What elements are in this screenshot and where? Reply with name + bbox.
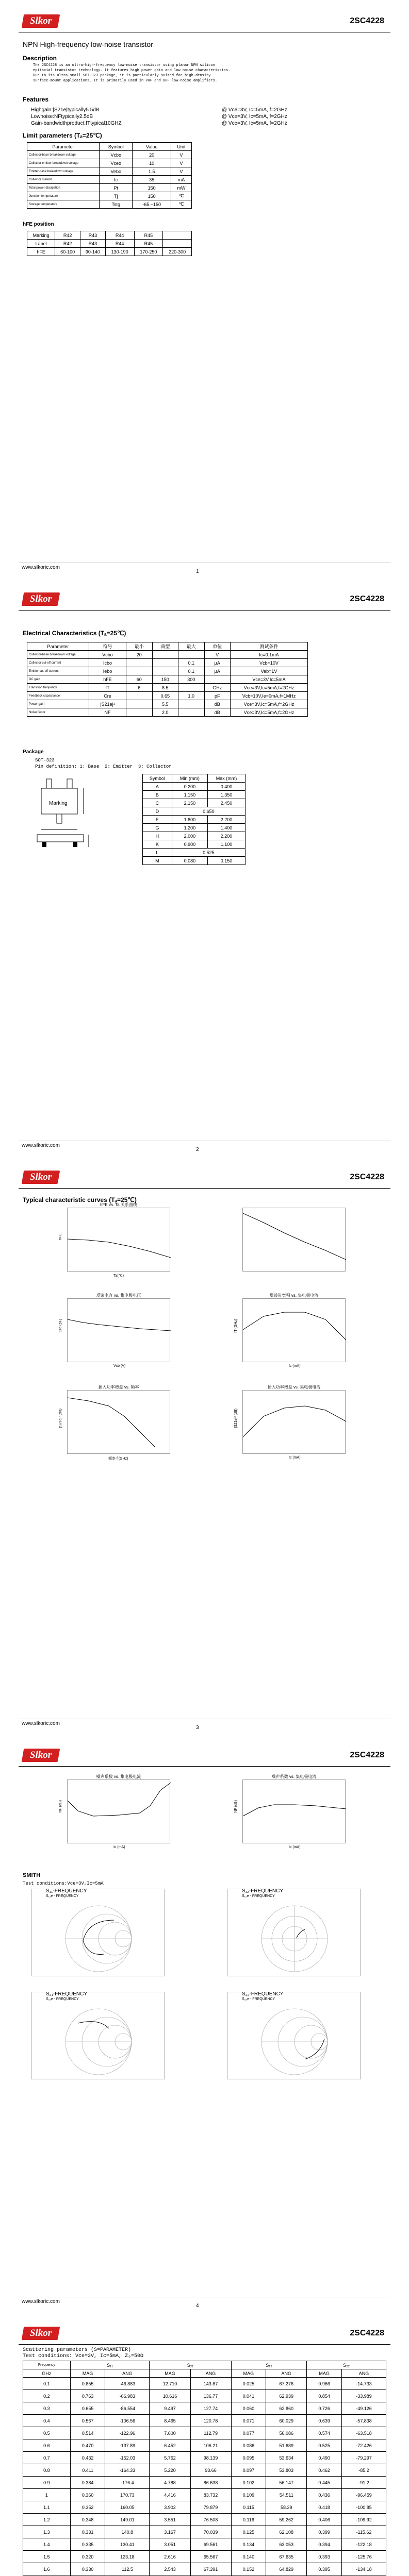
feature-left-1: Highgain:|S21e|typically5.5dB — [31, 107, 100, 113]
feature-right-2: @ Vce=3V, Ic=5mA, f=2GHz — [222, 114, 287, 120]
page-footer — [0, 1718, 409, 1733]
footer-url[interactable]: www.slkoric.com — [22, 1143, 60, 1148]
footer-url[interactable]: www.slkoric.com — [22, 1721, 60, 1726]
chart-s21-freq: 插入功率增益 vs. 频率 — [67, 1390, 170, 1454]
table-row: Marking R42 R43 R44 R45 — [27, 231, 192, 240]
feature-left-2: Lownoise:NFtypically2.5dB — [31, 114, 93, 120]
table-row: 0.7 0.432 -152.03 5.762 98.139 0.095 53.634 0.490 -79.297 — [23, 2452, 386, 2464]
table-header: Symbol Min (mm) Max (mm) — [143, 774, 246, 783]
table-row: 1 0.360 170.73 4.416 83.732 0.109 54.511 0.436 -96.459 — [23, 2489, 386, 2501]
table-row: Collector cut-off current Icbo 0.1 μA Vcb=10V — [27, 659, 308, 667]
part-number: 2SC4228 — [350, 1751, 384, 1759]
smith-s22: S₂₂-FREQUENCY S₂₂e - FREQUENCY — [227, 1992, 361, 2079]
limit-heading: Limit parameters (Tₐ=25℃) — [23, 132, 102, 139]
brand-logo: Slkor — [22, 2327, 60, 2340]
page-number: 2 — [196, 1147, 199, 1153]
table-row: 0.8 0.411 -164.33 5.220 93.66 0.097 53.803 0.462 -85.2 — [23, 2464, 386, 2477]
table-row: 1.3 0.331 140.8 3.167 70.039 0.125 62.108 0.399 -115.62 — [23, 2526, 386, 2538]
chart-unlabeled — [242, 1208, 346, 1272]
table-header: Parameter 符号 最小 典型 最大 单位 测试条件 — [27, 642, 308, 651]
brand-logo: Slkor — [22, 1749, 60, 1762]
table-row: Collector current Ic 35 mA — [27, 176, 192, 184]
description-text: The 2SC4228 is an ultra-high-frequency low-noise transistor using planar NPN silicon epitaxial transistor technology. It features high power gain and low noise characteristics. Due to its ultra-small SOT-323 package, it is particularly suited for high-density surface-mount applications. It is primarily used in VHF and UHF low-noise amplifiers. — [33, 63, 231, 83]
elec-heading: Electrical Characteristics (Tₐ=25℃) — [23, 630, 126, 637]
page-3: Slkor 2SC4228 Typical characteristic curves (Tₐ=25℃) hFE vs. Ta 关系曲线 hFE Ta(℃) 反馈电容 vs. 集电极电压 Cre (pF) Vcb (V) 增益带宽积 vs. 集电极电流 fT (GHz) Ic (mA) 插入功率增益 vs. 频率 |S21e|² (dB) 频率 f (GHz) 插入功率增益 vs. 集电极电流 |S21e|² (dB) Ic (mA) www.slkoric.com 3 — [0, 1156, 409, 1733]
part-number: 2SC4228 — [350, 2329, 384, 2337]
part-number: 2SC4228 — [350, 16, 384, 25]
table-row: G 1.200 1.400 — [143, 824, 246, 832]
limit-table — [27, 142, 192, 209]
marking-label: Marking — [49, 801, 68, 806]
page-header — [0, 10, 409, 36]
smith-conditions: Test conditions:Vce=3V,Ic=5mA — [23, 1881, 104, 1886]
page-number: 4 — [196, 2303, 199, 2309]
package-drawing — [27, 774, 120, 851]
feature-left-3: Gain-bandwidthproduct:fTtypical10GHZ — [31, 121, 122, 126]
table-row: 0.2 0.763 -66.983 10.616 136.77 0.041 62.939 0.854 -33.989 — [23, 2390, 386, 2402]
chart-nf-ic-1: 噪声系数 vs. 集电极电流 — [67, 1780, 170, 1843]
package-heading: Package — [23, 749, 44, 755]
brand-logo: Slkor — [22, 592, 60, 606]
table-row: H 2.000 2.200 — [143, 832, 246, 840]
table-header: Frequency S₁₁ S₂₁ S₁₂ S₂₂ — [23, 2361, 386, 2369]
table-row: Storage temperature Tstg -65 ~150 ℃ — [27, 200, 192, 209]
table-row: 0.4 0.567 -106.56 8.465 120.78 0.071 60.029 0.639 -57.838 — [23, 2415, 386, 2427]
part-number: 2SC4228 — [350, 595, 384, 603]
chart-cre-vcb: 反馈电容 vs. 集电极电压 — [67, 1298, 170, 1362]
table-row: Collector-emitter breakdown voltage Vceo 10 V — [27, 159, 192, 167]
page-header — [0, 1744, 409, 1770]
page-footer — [0, 562, 409, 577]
table-row: Emitter cut-off current Iebo 0.1 μA Veb=1V — [27, 667, 308, 675]
table-row: D 0.650 — [143, 807, 246, 816]
smith-s21: S₂₁-FREQUENCY S₂₁e - FREQUENCY — [31, 1992, 165, 2079]
smith-s11: S₁₁-FREQUENCY S₁₁e - FREQUENCY — [31, 1889, 165, 1976]
sparam-table — [23, 2361, 386, 2576]
dimension-table — [142, 774, 246, 865]
table-row: 1.2 0.348 149.01 3.551 76.508 0.116 59.262 0.406 -109.92 — [23, 2514, 386, 2526]
table-row: Junction temperature Tj 150 ℃ — [27, 192, 192, 200]
footer-url[interactable]: www.slkoric.com — [22, 565, 60, 570]
table-row: hFE 60-100 90-140 130-190 170-250 220-300 — [27, 248, 192, 256]
page-2 — [0, 578, 409, 1155]
table-row: Label R42 R43 R44 R45 — [27, 240, 192, 248]
brand-logo: Slkor — [22, 14, 60, 28]
table-row: Collector-base breakdown voltage Vcbo 20 V — [27, 151, 192, 159]
curves-heading: Typical characteristic curves (Tₐ=25℃) — [23, 1196, 137, 1204]
doc-title: NPN High-frequency low-noise transistor — [23, 40, 153, 48]
chart-s21-ic: 插入功率增益 vs. 集电极电流 — [242, 1390, 346, 1454]
table-row: Noise factor NF 2.0 dB Vce=3V,Ic=5mA,f=2GHz — [27, 708, 308, 717]
table-row: L 0.525 — [143, 849, 246, 857]
feature-right-3: @ Vce=3V, Ic=5mA, f=2GHz — [222, 121, 287, 126]
features-heading: Features — [23, 96, 49, 103]
table-row: K 0.900 1.100 — [143, 840, 246, 849]
page-number: 3 — [196, 1725, 199, 1731]
table-row: Emitter-base breakdown voltage Vebo 1.5 V — [27, 167, 192, 176]
table-header: Parameter Symbol Value Unit — [27, 143, 192, 151]
package-line-2: Pin definition: 1: Base 2: Emitter 3: Collector — [35, 764, 172, 769]
part-number: 2SC4228 — [350, 1173, 384, 1181]
table-row: 0.5 0.514 -122.96 7.600 112.79 0.077 56.086 0.574 -63.518 — [23, 2427, 386, 2439]
table-row: Collector-base breakdown voltage Vcbo 20 V Ic=0.1mA — [27, 651, 308, 659]
page-header — [0, 2323, 409, 2348]
footer-url[interactable]: www.slkoric.com — [22, 2299, 60, 2304]
page-number: 1 — [196, 569, 199, 574]
hfe-heading: hFE position — [23, 222, 54, 227]
table-row: 0.1 0.855 -46.883 12.710 143.87 0.025 67.276 0.966 -14.733 — [23, 2378, 386, 2390]
table-subheader: GHz MAG ANG MAG ANG MAG ANG MAG ANG — [23, 2369, 386, 2378]
table-row: E 1.800 2.200 — [143, 816, 246, 824]
description-heading: Description — [23, 55, 57, 62]
table-row: DC gain hFE 60 150 300 Vce=3V,Ic=5mA — [27, 675, 308, 684]
page-5 — [0, 2312, 409, 2576]
package-line-1: SOT-323 — [35, 758, 55, 763]
page-footer — [0, 1140, 409, 1155]
page-4: Slkor 2SC4228 噪声系数 vs. 集电极电流 NF (dB) Ic (mA) 噪声系数 vs. 集电极电流 NF (dB) Ic (mA) SMITH Test conditions:Vce=3V,Ic=5mA S₁₁-FREQUENCY S₁₁e - FREQUENCY S₁₂-FREQUENCY S₁₂e - FREQUENCY S₂₁-FREQUENCY S₂₁e - FREQUENCY S₂₂-FREQUENCY S₂₂e - FREQUENCY www.slkoric.com 4 — [0, 1734, 409, 2311]
page-header — [0, 588, 409, 614]
table-row: 0.6 0.470 -137.89 6.452 106.21 0.086 51.689 0.525 -72.426 — [23, 2439, 386, 2452]
chart-hfe-ta: hFE vs. Ta 关系曲线 — [67, 1208, 170, 1272]
table-row: Power gain |S21e|² 5.5 dB Vce=3V,Ic=5mA,f=2GHz — [27, 700, 308, 708]
table-row: Transition frequency fT 6 8.5 GHz Vce=3V,Ic=5mA,f=2GHz — [27, 684, 308, 692]
table-row: 1.1 0.352 160.05 3.902 79.879 0.115 58.39 0.418 -100.85 — [23, 2501, 386, 2514]
feature-right-1: @ Vce=3V, Ic=5mA, f=2GHz — [222, 107, 287, 113]
table-row: 1.5 0.320 123.18 2.616 65.567 0.140 67.635 0.393 -125.76 — [23, 2551, 386, 2563]
page-footer — [0, 2296, 409, 2311]
table-row: C 2.150 2.450 — [143, 799, 246, 807]
table-row: 1.6 0.330 112.5 2.543 67.391 0.152 64.829 0.395 -134.18 — [23, 2563, 386, 2575]
chart-ft-ic: 增益带宽积 vs. 集电极电流 — [242, 1298, 346, 1362]
table-row: Feedback capacitance Cre 0.65 1.0 pF Vcb=10V,Ie=0mA,f=1MHz — [27, 692, 308, 700]
smith-s12: S₁₂-FREQUENCY S₁₂e - FREQUENCY — [227, 1889, 361, 1976]
table-row: 0.9 0.384 -176.4 4.788 86.638 0.102 56.147 0.445 -91.2 — [23, 2477, 386, 2489]
table-row: 0.3 0.655 -86.554 9.497 127.74 0.060 62.860 0.726 -49.126 — [23, 2402, 386, 2415]
hfe-table — [27, 231, 192, 256]
table-row: M 0.080 0.150 — [143, 857, 246, 865]
page-header — [0, 1166, 409, 1192]
table-row: Total power dissipation Pt 150 mW — [27, 184, 192, 192]
chart-nf-ic-2: 噪声系数 vs. 集电极电流 — [242, 1780, 346, 1843]
brand-logo: Slkor — [22, 1171, 60, 1184]
page-1 — [0, 0, 409, 577]
elec-table — [27, 642, 308, 717]
table-row: 1.4 0.335 130.41 3.051 69.561 0.134 63.053 0.394 -122.18 — [23, 2538, 386, 2551]
table-row: B 1.150 1.350 — [143, 791, 246, 799]
smith-heading: SMITH — [23, 1872, 41, 1878]
table-row: A 0.200 0.400 — [143, 783, 246, 791]
sparam-title: Scattering parameters (S=PARAMETER) — [23, 2347, 132, 2353]
sparam-conditions: Test conditions: Vce=3V, Ic=5mA, Z₀=50Ω — [23, 2353, 144, 2359]
